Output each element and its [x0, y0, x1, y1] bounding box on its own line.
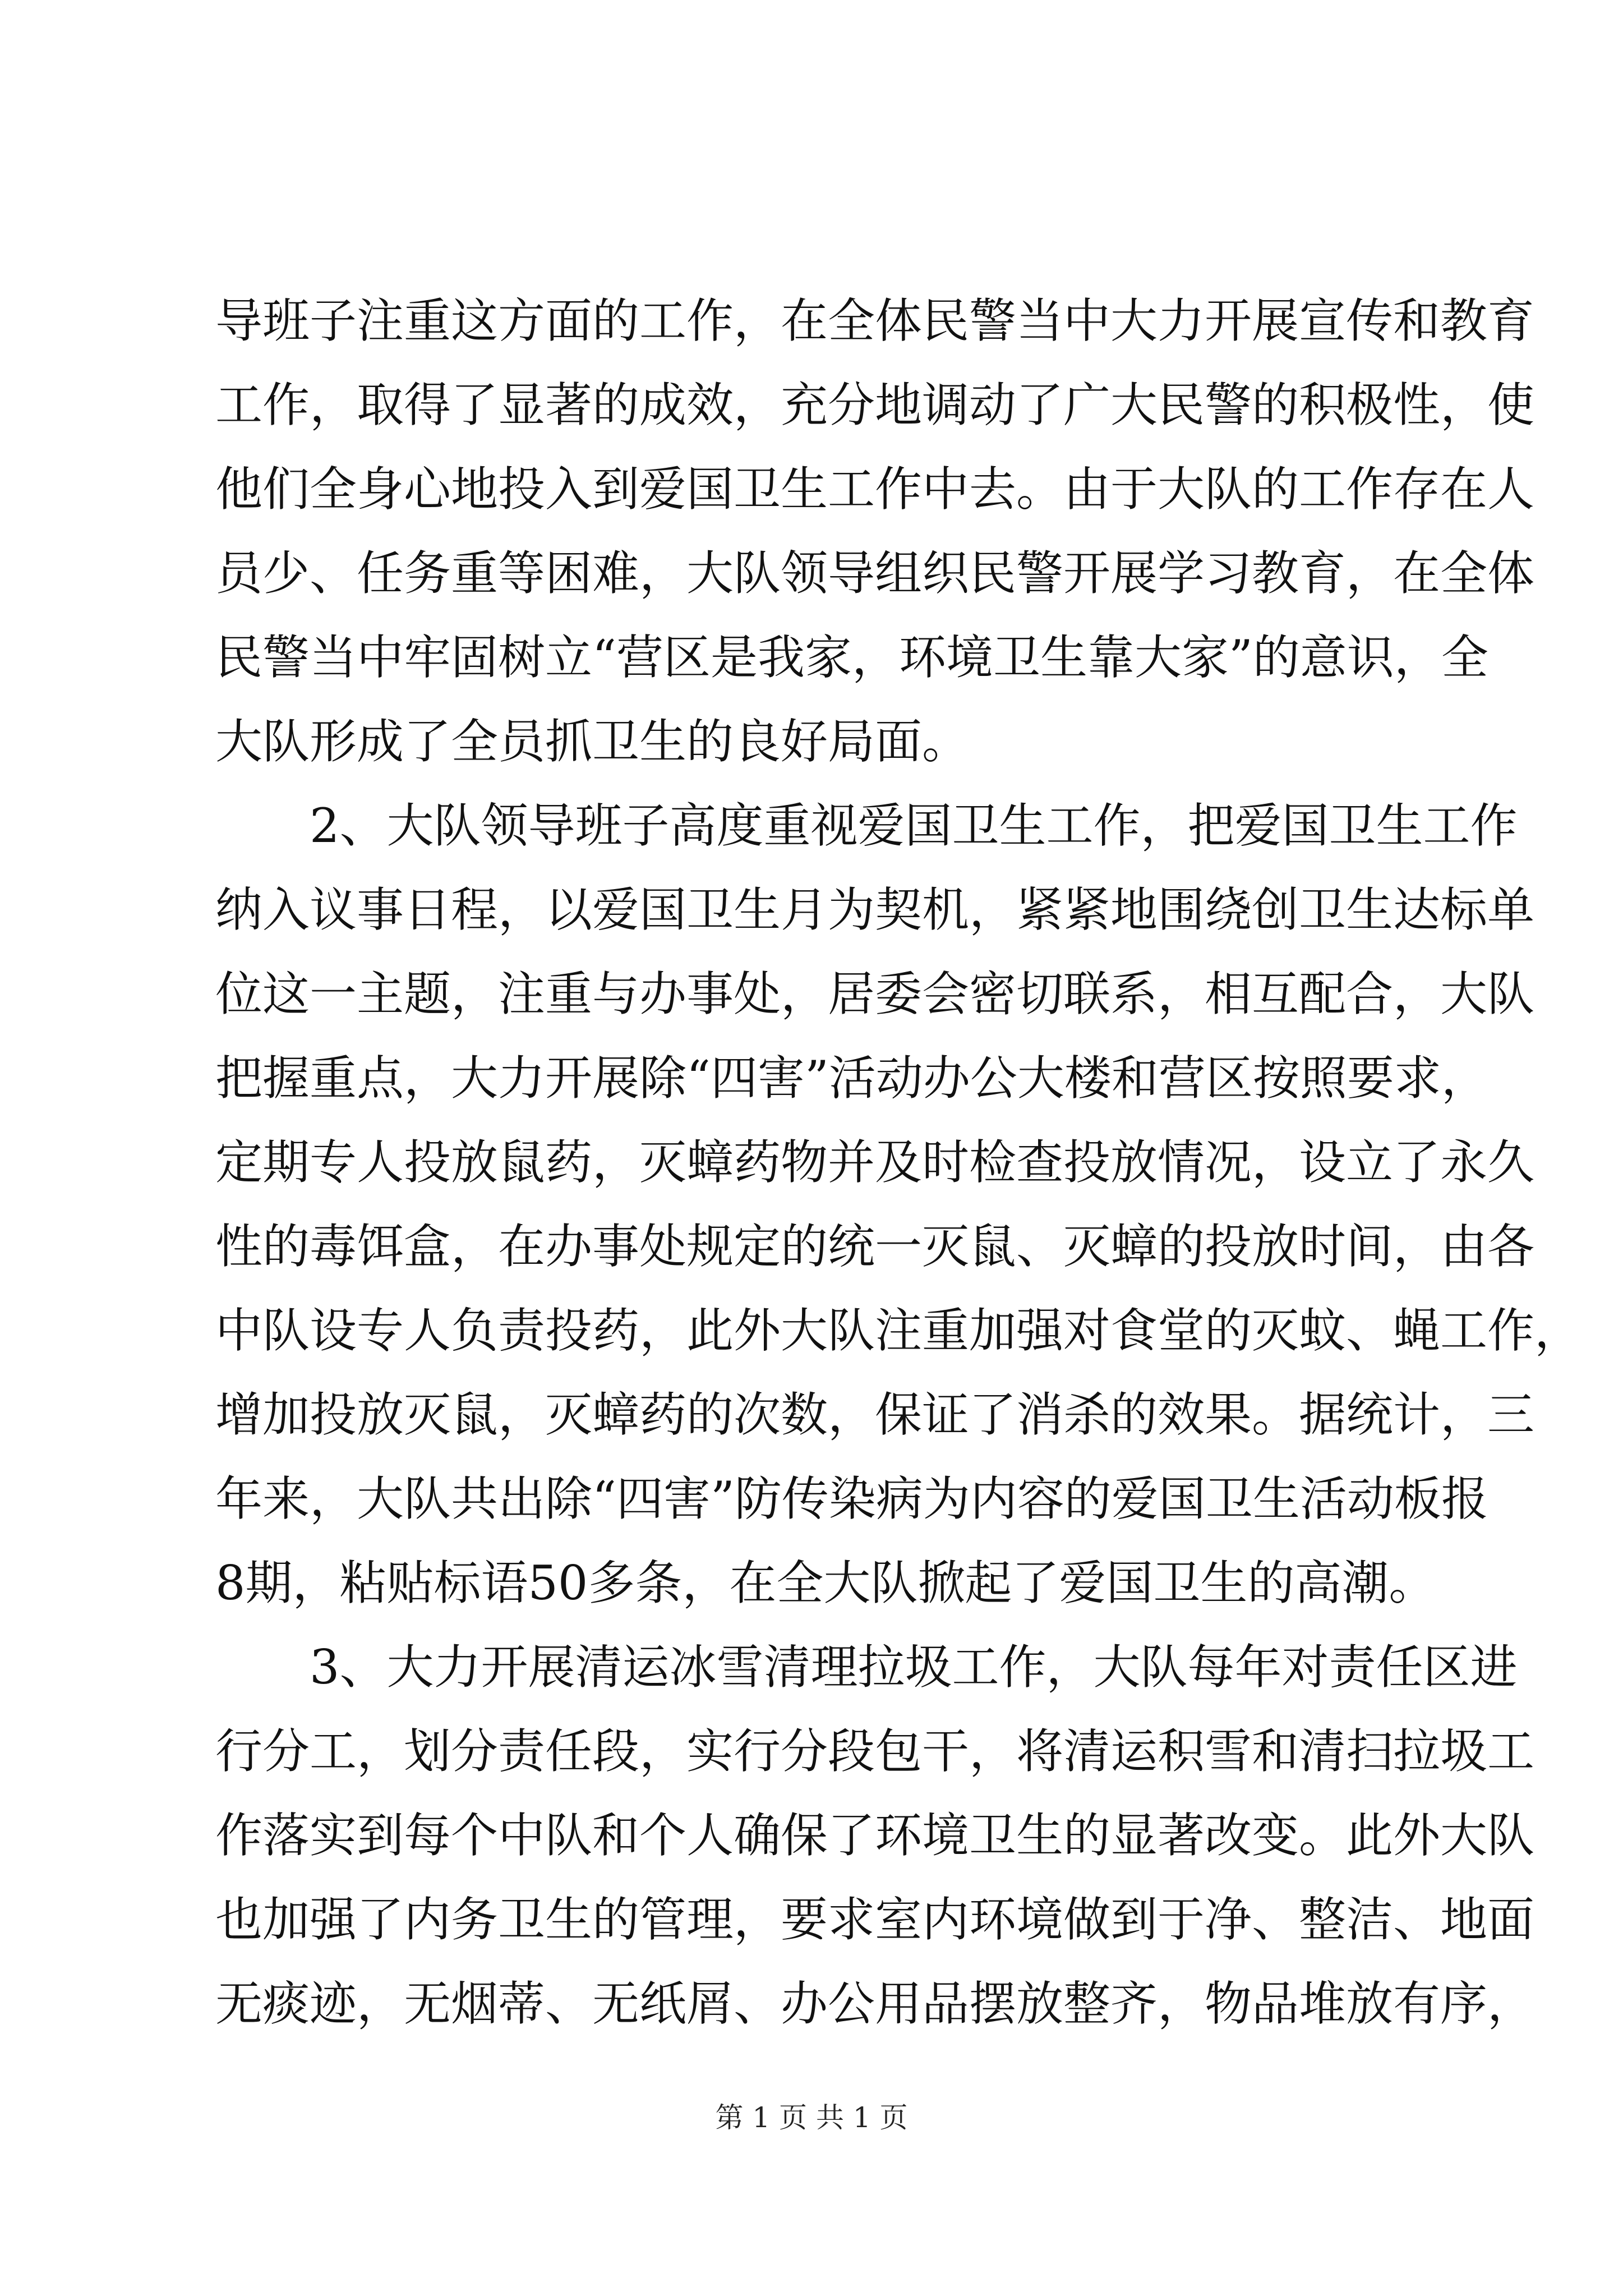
- text-line: 也加强了内务卫生的管理，要求室内环境做到于净、整洁、地面: [215, 1892, 1535, 1947]
- text-line: 他们全身心地投入到爱国卫生工作中去。由于大队的工作存在人: [215, 462, 1535, 517]
- text-line: 大队形成了全员抓卫生的良好局面。: [215, 714, 970, 769]
- text-line: 增加投放灭鼠，灭蟑药的次数，保证了消杀的效果。据统计，三: [215, 1387, 1535, 1442]
- text-line: 中队设专人负责投药，此外大队注重加强对食堂的灭蚊、蝇工作，: [215, 1303, 1582, 1358]
- text-line: 纳入议事日程，以爱国卫生月为契机，紧紧地围绕创卫生达标单: [215, 882, 1535, 937]
- paragraph-start-line: 3、大力开展清运冰雪清理拉圾工作，大队每年对责任区进: [310, 1640, 1518, 1695]
- text-line: 无痰迹，无烟蒂、无纸屑、办公用品摆放整齐，物品堆放有序，: [215, 1976, 1535, 2031]
- text-line: 把握重点，大力开展除“四害”活动办公大楼和营区按照要求，: [215, 1051, 1488, 1106]
- text-line: 年来，大队共出除“四害”防传染病为内容的爱国卫生活动板报: [215, 1471, 1488, 1526]
- text-line: 导班子注重这方面的工作，在全体民警当中大力开展宣传和教育: [215, 293, 1535, 348]
- text-line: 位这一主题，注重与办事处，居委会密切联系，相互配合，大队: [215, 967, 1535, 1022]
- text-line: 定期专人投放鼠药，灭蟑药物并及时检查投放情况，设立了永久: [215, 1135, 1535, 1190]
- page-footer: 第 1 页 共 1 页: [715, 2101, 908, 2134]
- paragraph-start-line: 2、大队领导班子高度重视爱国卫生工作，把爱国卫生工作: [310, 798, 1518, 853]
- text-line: 工作，取得了显著的成效，充分地调动了广大民警的积极性，使: [215, 378, 1535, 432]
- text-line: 作落实到每个中队和个人确保了环境卫生的显著改变。此外大队: [215, 1808, 1535, 1863]
- text-line: 民警当中牢固树立“营区是我家，环境卫生靠大家”的意识，全: [215, 630, 1488, 685]
- text-line: 行分工，划分责任段，实行分段包干，将清运积雪和清扫拉圾工: [215, 1724, 1535, 1779]
- text-line: 性的毒饵盒，在办事处规定的统一灭鼠、灭蟑的投放时间，由各: [215, 1219, 1535, 1274]
- text-line: 员少、任务重等困难，大队领导组织民警开展学习教育，在全体: [215, 546, 1535, 601]
- text-line: 8期，粘贴标语50多条，在全大队掀起了爱国卫生的高潮。: [215, 1556, 1436, 1611]
